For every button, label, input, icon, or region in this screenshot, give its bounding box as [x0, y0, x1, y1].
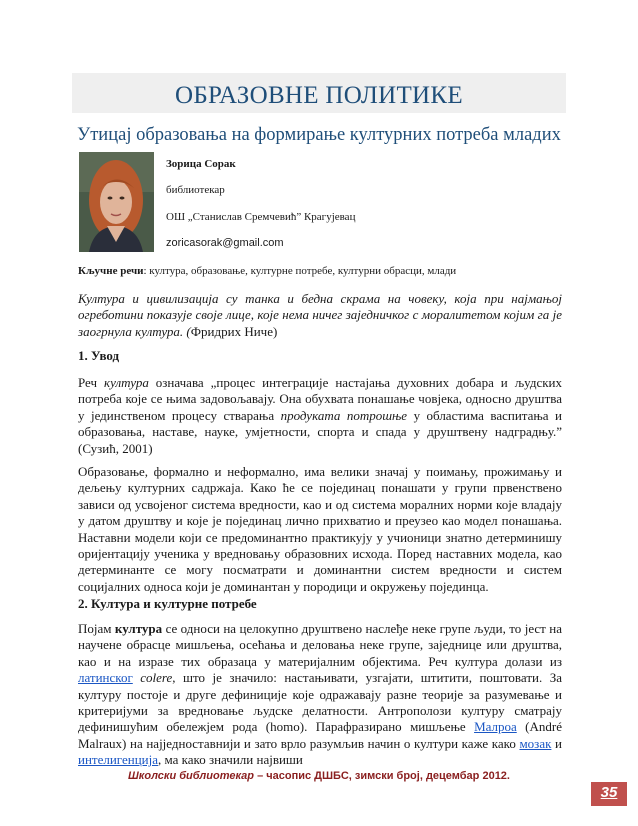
text-run: (André Malraux) на најједноставнији и зато врло разумљив начин о култури каже како [78, 719, 562, 751]
text-run: и [551, 735, 562, 751]
page-number [591, 784, 627, 801]
section-2-heading: 2. Култура и културне потребе [78, 596, 257, 611]
author-photo [79, 152, 154, 252]
link-mozak[interactable]: мозак [519, 735, 552, 751]
footer-citation [0, 770, 638, 782]
author-email[interactable]: zoricasorak@gmail.com [166, 237, 284, 249]
section-1-heading: 1. Увод [78, 348, 120, 363]
text-run: Реч [78, 375, 104, 390]
text-run: у областима васпитања и образовања, наставе, науке, умјетности, спорта и спада у друштвену надградњу.” (Сузић, 2001) [78, 407, 562, 456]
text-run: , ма како значили највиши [158, 752, 303, 768]
page-title: ОБРАЗОВНЕ ПОЛИТИКЕ [175, 82, 463, 109]
text-run: , што је значило: настањивати, узгајати, штитити, поштовати. За културу постоје и друге дефиниције које одражавају разне теорије за разумевање и критеријуми за вредновање људске делатности. Антрополози културу сматрају дефинишућим обележјем рода (homo). Парафразирано мишљење [78, 670, 562, 735]
keywords-label: Кључне речи [78, 265, 144, 277]
author-school: ОШ „Станислав Сремчевић” Крагујевац [166, 211, 356, 223]
link-malroa[interactable]: Малроа [474, 719, 517, 735]
keywords [78, 264, 568, 278]
text-run-italic: култура [104, 375, 149, 390]
footer-journal: Школски библиотекар [128, 770, 255, 782]
section-1-paragraph-1 [78, 375, 562, 457]
text-run: се односи на целокупно друштвено наслеђе неке групе људи, то јест на научене обрасце мишљења, осећања и деловања неке групе, заједнице или друштва, као и на изразе тих образаца у материјалним објектима. Реч култура долази из [78, 621, 563, 669]
footer-rest: – часопис ДШБС, зимски број, децембар 2012. [254, 770, 510, 782]
epigraph [78, 291, 562, 340]
epigraph-quote: Култура и цивилизација су танка и бедна скрама на човеку, која при најмањој огреботини показује своје лице, које нема ничег заједничког с моралитетом којим га је заогрнула култура. ( [78, 291, 562, 339]
author-role: библиотекар [166, 184, 225, 196]
text-run-italic: продуката потрошње [280, 407, 408, 423]
text-run: Појам [78, 621, 115, 636]
section-1-paragraph-2: Образовање, формално и неформално, има велики значај у поимању, прожимању и дељењу културних садржаја. Како ће се појединац понашати у групи првенствено зависи од усвојеног система вредности, као и од система моралних норми које владају у датом друштву и које је појединац лично прихватио и преузео као модел понашања. Наставни модели који се предоминантно практикују у учионици знатно детерминишу оријентацију ученика у вредновању образовних исхода. Поред наставних модела, као детерминанте се могу посматрати и доминантни систем вредности и систем социјалних односа који је доминантан у породици и окружењу појединца. [78, 464, 562, 594]
text-run-italic: colere [140, 670, 173, 686]
epigraph-author: Фридрих Ниче) [190, 323, 278, 339]
author-name: Зорица Сорак [166, 158, 236, 170]
page-number-text: 35 [600, 784, 618, 801]
text-run-bold: култура [114, 621, 163, 636]
text-run: означава „процес интеграције настајања духовних добара и људских потреба које се њима задовољавају. Она обухвата понашање човјека, односно друштва у јединственом процесу стварања [78, 375, 562, 423]
section-2-paragraph [78, 621, 562, 769]
link-latinskog[interactable]: латинског [78, 670, 133, 686]
article-subtitle: Утицај образовања на формирање културних потреба младих [77, 125, 561, 145]
link-inteligencija[interactable]: интелигенција [78, 752, 158, 768]
keywords-text: : култура, образовање, културне потребе, културни обрасци, млади [143, 265, 457, 277]
